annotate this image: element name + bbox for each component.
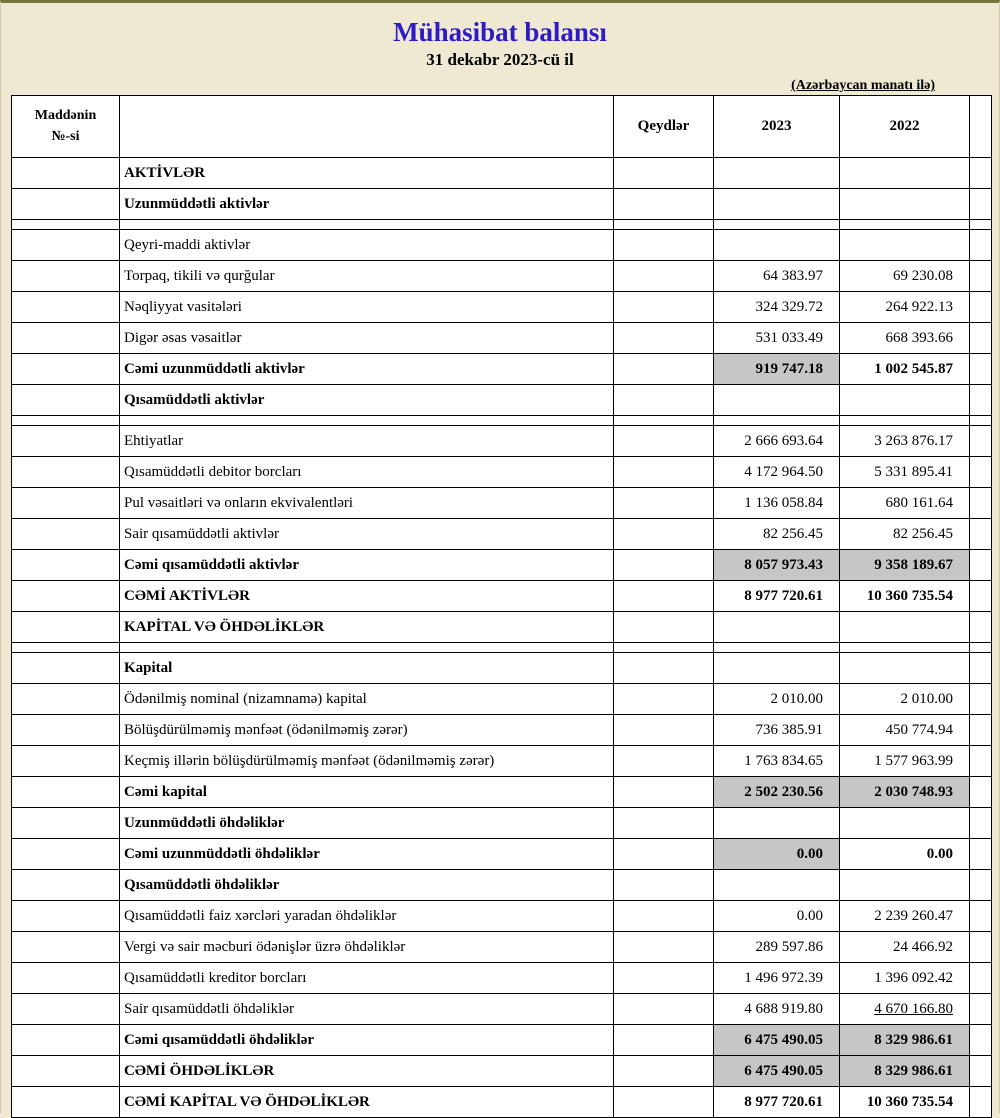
value-2023-cell bbox=[714, 870, 840, 901]
label-cell bbox=[120, 416, 614, 426]
value-2023-cell bbox=[714, 416, 840, 426]
value-2022-cell bbox=[840, 870, 970, 901]
item-no-cell bbox=[12, 230, 120, 261]
notes-cell bbox=[614, 653, 714, 684]
item-no-cell bbox=[12, 839, 120, 870]
table-row bbox=[12, 354, 992, 385]
label-cell: CƏMİ AKTİVLƏR bbox=[120, 581, 614, 612]
value-2022-cell: 2 239 260.47 bbox=[840, 901, 970, 932]
label-cell: Sair qısamüddətli öhdəliklər bbox=[120, 994, 614, 1025]
label-cell: Cəmi kapital bbox=[120, 777, 614, 808]
value-2023-cell: 324 329.72 bbox=[714, 292, 840, 323]
item-no-cell bbox=[12, 416, 120, 426]
edge-cell bbox=[970, 839, 992, 870]
notes-cell bbox=[614, 158, 714, 189]
label-cell: Pul vəsaitləri və onların ekvivalentləri bbox=[120, 488, 614, 519]
value-2023-cell: 1 496 972.39 bbox=[714, 963, 840, 994]
header-edge bbox=[970, 96, 992, 158]
currency-note: (Azərbaycan manatı ilə) bbox=[791, 78, 935, 93]
value-2023-cell: 2 666 693.64 bbox=[714, 426, 840, 457]
value-2022-cell bbox=[840, 385, 970, 416]
edge-cell bbox=[970, 354, 992, 385]
item-no-cell bbox=[12, 220, 120, 230]
table-row bbox=[12, 839, 992, 870]
notes-cell bbox=[614, 550, 714, 581]
item-no-cell bbox=[12, 1056, 120, 1087]
table-row bbox=[12, 715, 992, 746]
label-cell: CƏMİ KAPİTAL VƏ ÖHDƏLİKLƏR bbox=[120, 1087, 614, 1118]
table-row bbox=[12, 292, 992, 323]
value-2022-cell: 24 466.92 bbox=[840, 932, 970, 963]
table-row bbox=[12, 488, 992, 519]
notes-cell bbox=[614, 220, 714, 230]
label-cell: Digər əsas vəsaitlər bbox=[120, 323, 614, 354]
value-2023-cell bbox=[714, 385, 840, 416]
notes-cell bbox=[614, 261, 714, 292]
spacer-row bbox=[12, 416, 992, 426]
table-row bbox=[12, 426, 992, 457]
label-cell: Vergi və sair məcburi ödənişlər üzrə öhdəliklər bbox=[120, 932, 614, 963]
notes-cell bbox=[614, 643, 714, 653]
value-2023-cell bbox=[714, 189, 840, 220]
value-2023-cell: 289 597.86 bbox=[714, 932, 840, 963]
edge-cell bbox=[970, 158, 992, 189]
value-2022-cell: 8 329 986.61 bbox=[840, 1025, 970, 1056]
item-no-cell bbox=[12, 777, 120, 808]
notes-cell bbox=[614, 385, 714, 416]
value-2023-cell: 736 385.91 bbox=[714, 715, 840, 746]
edge-cell bbox=[970, 612, 992, 643]
label-cell: Qısamüddətli debitor borcları bbox=[120, 457, 614, 488]
table-row bbox=[12, 261, 992, 292]
item-no-cell bbox=[12, 550, 120, 581]
label-cell bbox=[120, 220, 614, 230]
value-2022-cell: 3 263 876.17 bbox=[840, 426, 970, 457]
value-2022-cell: 680 161.64 bbox=[840, 488, 970, 519]
value-2022-cell: 82 256.45 bbox=[840, 519, 970, 550]
label-cell: Nəqliyyat vasitələri bbox=[120, 292, 614, 323]
value-2023-cell bbox=[714, 220, 840, 230]
value-2023-cell: 8 977 720.61 bbox=[714, 1087, 840, 1118]
table-row bbox=[12, 870, 992, 901]
header-description bbox=[120, 96, 614, 158]
label-cell: Qısamüddətli kreditor borcları bbox=[120, 963, 614, 994]
label-cell: Qısamüddətli faiz xərcləri yaradan öhdəliklər bbox=[120, 901, 614, 932]
item-no-cell bbox=[12, 1025, 120, 1056]
edge-cell bbox=[970, 808, 992, 839]
notes-cell bbox=[614, 323, 714, 354]
item-no-cell bbox=[12, 684, 120, 715]
item-no-cell bbox=[12, 426, 120, 457]
table-row bbox=[12, 1025, 992, 1056]
table-row bbox=[12, 612, 992, 643]
table-row bbox=[12, 901, 992, 932]
value-2022-cell: 2 030 748.93 bbox=[840, 777, 970, 808]
edge-cell bbox=[970, 963, 992, 994]
item-no-cell bbox=[12, 261, 120, 292]
label-cell: Sair qısamüddətli aktivlər bbox=[120, 519, 614, 550]
item-no-cell bbox=[12, 385, 120, 416]
table-row bbox=[12, 994, 992, 1025]
item-no-cell bbox=[12, 612, 120, 643]
table-row bbox=[12, 519, 992, 550]
edge-cell bbox=[970, 261, 992, 292]
value-2022-cell bbox=[840, 220, 970, 230]
value-2022-cell bbox=[840, 189, 970, 220]
label-cell: Bölüşdürülməmiş mənfəət (ödənilməmiş zərər) bbox=[120, 715, 614, 746]
label-cell: Torpaq, tikili və qurğular bbox=[120, 261, 614, 292]
value-2022-cell bbox=[840, 643, 970, 653]
value-2023-cell: 6 475 490.05 bbox=[714, 1025, 840, 1056]
label-cell: Uzunmüddətli aktivlər bbox=[120, 189, 614, 220]
value-2022-cell: 1 002 545.87 bbox=[840, 354, 970, 385]
item-no-cell bbox=[12, 354, 120, 385]
value-2023-cell: 64 383.97 bbox=[714, 261, 840, 292]
table-row bbox=[12, 581, 992, 612]
table-row bbox=[12, 550, 992, 581]
value-2022-cell bbox=[840, 808, 970, 839]
notes-cell bbox=[614, 230, 714, 261]
notes-cell bbox=[614, 189, 714, 220]
table-row bbox=[12, 457, 992, 488]
edge-cell bbox=[970, 746, 992, 777]
table-row bbox=[12, 963, 992, 994]
label-cell: Cəmi uzunmüddətli öhdəliklər bbox=[120, 839, 614, 870]
label-cell: KAPİTAL VƏ ÖHDƏLİKLƏR bbox=[120, 612, 614, 643]
header-notes: Qeydlər bbox=[614, 96, 714, 158]
table-row bbox=[12, 777, 992, 808]
label-cell: Qısamüddətli aktivlər bbox=[120, 385, 614, 416]
notes-cell bbox=[614, 777, 714, 808]
edge-cell bbox=[970, 230, 992, 261]
value-2022-cell bbox=[840, 653, 970, 684]
value-2023-cell: 6 475 490.05 bbox=[714, 1056, 840, 1087]
balance-sheet-table bbox=[11, 95, 992, 1118]
table-row bbox=[12, 323, 992, 354]
page-title: Mühasibat balansı bbox=[393, 17, 607, 47]
header-item-no-line1: Maddənin bbox=[34, 108, 97, 124]
edge-cell bbox=[970, 932, 992, 963]
edge-cell bbox=[970, 653, 992, 684]
edge-cell bbox=[970, 870, 992, 901]
label-cell bbox=[120, 643, 614, 653]
table-row bbox=[12, 684, 992, 715]
value-2023-cell: 2 010.00 bbox=[714, 684, 840, 715]
table-row bbox=[12, 158, 992, 189]
value-2023-cell: 0.00 bbox=[714, 901, 840, 932]
value-2023-cell bbox=[714, 808, 840, 839]
notes-cell bbox=[614, 839, 714, 870]
label-cell: Keçmiş illərin bölüşdürülməmiş mənfəət (ödənilməmiş zərər) bbox=[120, 746, 614, 777]
notes-cell bbox=[614, 581, 714, 612]
notes-cell bbox=[614, 963, 714, 994]
item-no-cell bbox=[12, 870, 120, 901]
edge-cell bbox=[970, 1025, 992, 1056]
value-2022-cell: 450 774.94 bbox=[840, 715, 970, 746]
label-cell: Qeyri-maddi aktivlər bbox=[120, 230, 614, 261]
edge-cell bbox=[970, 457, 992, 488]
edge-cell bbox=[970, 488, 992, 519]
notes-cell bbox=[614, 416, 714, 426]
value-2022-cell: 1 396 092.42 bbox=[840, 963, 970, 994]
notes-cell bbox=[614, 715, 714, 746]
notes-cell bbox=[614, 1056, 714, 1087]
value-2023-cell: 1 763 834.65 bbox=[714, 746, 840, 777]
edge-cell bbox=[970, 189, 992, 220]
value-2023-cell: 82 256.45 bbox=[714, 519, 840, 550]
value-2022-cell bbox=[840, 612, 970, 643]
value-2022-cell bbox=[840, 158, 970, 189]
value-2023-cell: 919 747.18 bbox=[714, 354, 840, 385]
edge-cell bbox=[970, 715, 992, 746]
item-no-cell bbox=[12, 643, 120, 653]
value-2022-cell: 4 670 166.80 bbox=[840, 994, 970, 1025]
notes-cell bbox=[614, 901, 714, 932]
item-no-cell bbox=[12, 323, 120, 354]
label-cell: Kapital bbox=[120, 653, 614, 684]
edge-cell bbox=[970, 416, 992, 426]
value-2023-cell: 1 136 058.84 bbox=[714, 488, 840, 519]
edge-cell bbox=[970, 581, 992, 612]
value-2023-cell: 4 688 919.80 bbox=[714, 994, 840, 1025]
table-row bbox=[12, 230, 992, 261]
value-2022-cell: 10 360 735.54 bbox=[840, 1087, 970, 1118]
value-2022-cell: 9 358 189.67 bbox=[840, 550, 970, 581]
value-2023-cell: 531 033.49 bbox=[714, 323, 840, 354]
item-no-cell bbox=[12, 581, 120, 612]
value-2022-cell: 264 922.13 bbox=[840, 292, 970, 323]
edge-cell bbox=[970, 684, 992, 715]
value-2022-cell bbox=[840, 416, 970, 426]
item-no-cell bbox=[12, 932, 120, 963]
label-cell: Cəmi qısamüddətli öhdəliklər bbox=[120, 1025, 614, 1056]
table-row bbox=[12, 189, 992, 220]
item-no-cell bbox=[12, 292, 120, 323]
item-no-cell bbox=[12, 189, 120, 220]
label-cell: AKTİVLƏR bbox=[120, 158, 614, 189]
item-no-cell bbox=[12, 746, 120, 777]
notes-cell bbox=[614, 457, 714, 488]
header-item-no-line2: №-si bbox=[51, 128, 80, 144]
notes-cell bbox=[614, 612, 714, 643]
header-year-2022: 2022 bbox=[840, 96, 970, 158]
item-no-cell bbox=[12, 963, 120, 994]
value-2023-cell: 0.00 bbox=[714, 839, 840, 870]
value-2023-cell bbox=[714, 653, 840, 684]
notes-cell bbox=[614, 746, 714, 777]
value-2022-cell: 8 329 986.61 bbox=[840, 1056, 970, 1087]
item-no-cell bbox=[12, 519, 120, 550]
item-no-cell bbox=[12, 901, 120, 932]
table-row bbox=[12, 653, 992, 684]
value-2023-cell: 8 977 720.61 bbox=[714, 581, 840, 612]
value-2022-cell: 69 230.08 bbox=[840, 261, 970, 292]
value-2022-cell: 2 010.00 bbox=[840, 684, 970, 715]
table-header bbox=[12, 96, 992, 158]
notes-cell bbox=[614, 519, 714, 550]
table-row bbox=[12, 1056, 992, 1087]
label-cell: Ödənilmiş nominal (nizamnamə) kapital bbox=[120, 684, 614, 715]
edge-cell bbox=[970, 643, 992, 653]
edge-cell bbox=[970, 901, 992, 932]
edge-cell bbox=[970, 994, 992, 1025]
value-2023-cell: 8 057 973.43 bbox=[714, 550, 840, 581]
notes-cell bbox=[614, 932, 714, 963]
value-2022-cell: 5 331 895.41 bbox=[840, 457, 970, 488]
value-2022-cell: 668 393.66 bbox=[840, 323, 970, 354]
spacer-row bbox=[12, 643, 992, 653]
item-no-cell bbox=[12, 994, 120, 1025]
table-row bbox=[12, 932, 992, 963]
notes-cell bbox=[614, 426, 714, 457]
value-2023-cell: 2 502 230.56 bbox=[714, 777, 840, 808]
notes-cell bbox=[614, 488, 714, 519]
table-row bbox=[12, 746, 992, 777]
edge-cell bbox=[970, 220, 992, 230]
spacer-row bbox=[12, 220, 992, 230]
edge-cell bbox=[970, 323, 992, 354]
header-row bbox=[12, 96, 992, 158]
label-cell: Uzunmüddətli öhdəliklər bbox=[120, 808, 614, 839]
header-item-no bbox=[12, 96, 120, 158]
item-no-cell bbox=[12, 715, 120, 746]
item-no-cell bbox=[12, 158, 120, 189]
label-cell: Ehtiyatlar bbox=[120, 426, 614, 457]
value-2022-cell: 10 360 735.54 bbox=[840, 581, 970, 612]
value-2023-cell: 4 172 964.50 bbox=[714, 457, 840, 488]
header-year-2023: 2023 bbox=[714, 96, 840, 158]
notes-cell bbox=[614, 808, 714, 839]
value-2022-cell: 0.00 bbox=[840, 839, 970, 870]
label-cell: Cəmi qısamüddətli aktivlər bbox=[120, 550, 614, 581]
notes-cell bbox=[614, 292, 714, 323]
item-no-cell bbox=[12, 808, 120, 839]
edge-cell bbox=[970, 777, 992, 808]
notes-cell bbox=[614, 1025, 714, 1056]
value-2022-cell: 1 577 963.99 bbox=[840, 746, 970, 777]
value-2023-cell bbox=[714, 643, 840, 653]
edge-cell bbox=[970, 1056, 992, 1087]
item-no-cell bbox=[12, 457, 120, 488]
label-cell: CƏMİ ÖHDƏLİKLƏR bbox=[120, 1056, 614, 1087]
edge-cell bbox=[970, 550, 992, 581]
value-2022-cell bbox=[840, 230, 970, 261]
table-row bbox=[12, 808, 992, 839]
value-2023-cell bbox=[714, 612, 840, 643]
notes-cell bbox=[614, 684, 714, 715]
page-subtitle: 31 dekabr 2023-cü il bbox=[426, 50, 574, 69]
edge-cell bbox=[970, 519, 992, 550]
item-no-cell bbox=[12, 488, 120, 519]
value-2023-cell bbox=[714, 158, 840, 189]
edge-cell bbox=[970, 292, 992, 323]
notes-cell bbox=[614, 994, 714, 1025]
table-row bbox=[12, 385, 992, 416]
value-2023-cell bbox=[714, 230, 840, 261]
notes-cell bbox=[614, 870, 714, 901]
table-body bbox=[12, 158, 992, 1118]
item-no-cell bbox=[12, 653, 120, 684]
edge-cell bbox=[970, 385, 992, 416]
label-cell: Cəmi uzunmüddətli aktivlər bbox=[120, 354, 614, 385]
edge-cell bbox=[970, 426, 992, 457]
notes-cell bbox=[614, 354, 714, 385]
label-cell: Qısamüddətli öhdəliklər bbox=[120, 870, 614, 901]
